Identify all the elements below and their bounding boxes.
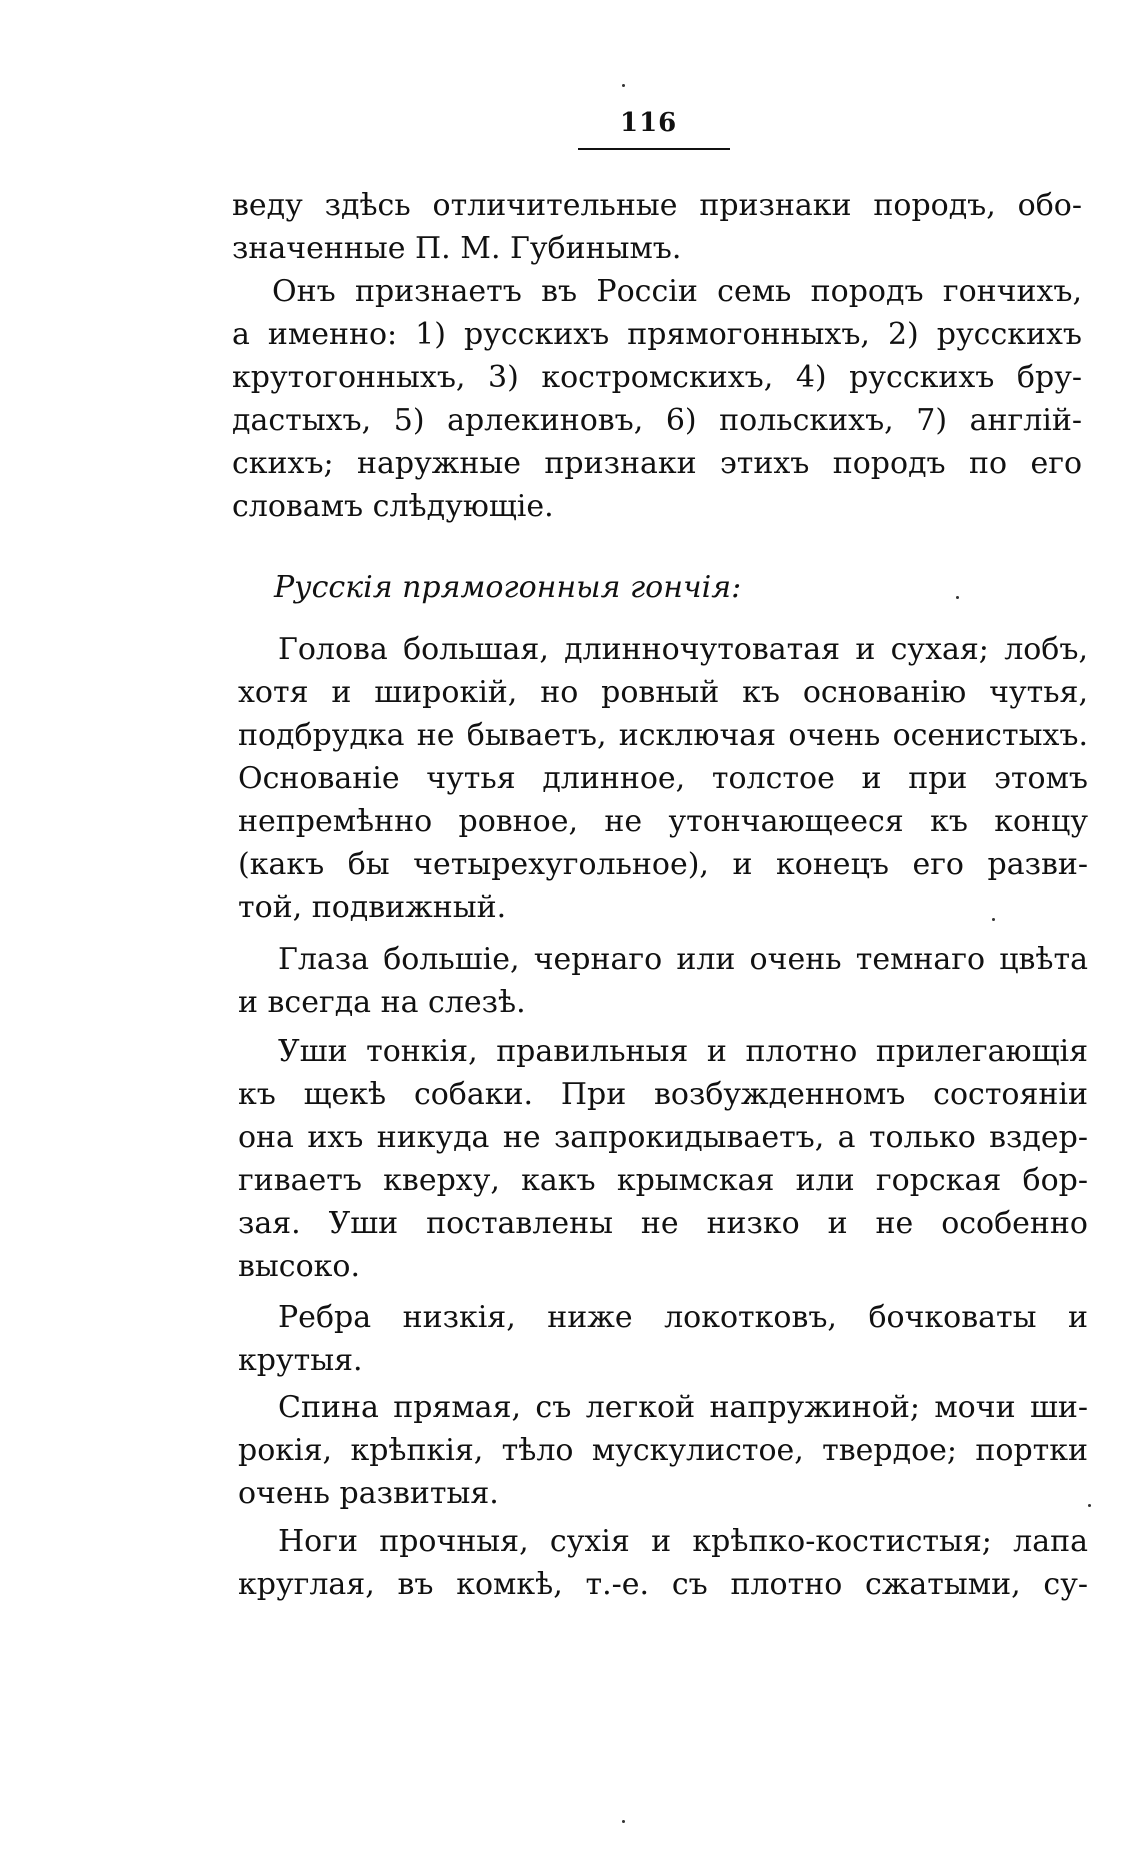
text-line: Основаніе чутья длинное, толстое и при этомъ xyxy=(238,761,1088,796)
text-line: той, подвижный. xyxy=(238,890,507,925)
page-number-rule xyxy=(578,148,730,150)
text-line: круглая, въ комкѣ, т.-е. съ плотно сжатыми, су- xyxy=(238,1567,1088,1602)
text-line: дастыхъ, 5) арлекиновъ, 6) польскихъ, 7) англій- xyxy=(232,403,1082,438)
text-line: Ребра низкія, ниже локотковъ, бочковаты и xyxy=(278,1300,1088,1335)
text-line: Онъ признаетъ въ Россіи семь породъ гончихъ, xyxy=(272,274,1082,309)
section-heading: Русскія прямогонныя гончія: xyxy=(274,570,742,605)
text-line: скихъ; наружные признаки этихъ породъ по его xyxy=(232,446,1082,481)
text-line: Ноги прочныя, сухія и крѣпко-костистыя; лапа xyxy=(278,1524,1088,1559)
scan-speck xyxy=(956,596,959,599)
scan-speck xyxy=(622,84,625,87)
text-line: къ щекѣ собаки. При возбужденномъ состояніи xyxy=(238,1077,1088,1112)
text-line: и всегда на слезѣ. xyxy=(238,985,526,1020)
text-line: Спина прямая, съ легкой напружиной; мочи ши- xyxy=(278,1390,1088,1425)
text-line: Глаза большіе, чернаго или очень темнаго цвѣта xyxy=(278,942,1088,977)
paragraph-intro xyxy=(232,184,1082,270)
paragraph-eyes xyxy=(238,938,1088,1024)
text-line: хотя и широкій, но ровный къ основанію чутья, xyxy=(238,675,1088,710)
scan-speck xyxy=(1088,1504,1091,1507)
text-line: словамъ слѣдующіе. xyxy=(232,489,554,524)
text-line: рокія, крѣпкія, тѣло мускулистое, твердое; портки xyxy=(238,1433,1088,1468)
text-line: она ихъ никуда не запрокидываетъ, а только вздер- xyxy=(238,1120,1088,1155)
text-line: значенные П. М. Губинымъ. xyxy=(232,231,682,266)
text-line: непремѣнно ровное, не утончающееся къ концу xyxy=(238,804,1088,839)
text-line: Голова большая, длинночутоватая и сухая; лобъ, xyxy=(278,632,1088,667)
text-line: очень развитыя. xyxy=(238,1476,499,1511)
text-line: (какъ бы четырехугольное), и конецъ его разви- xyxy=(238,847,1088,882)
paragraph-ears xyxy=(238,1030,1088,1288)
paragraph-back xyxy=(238,1386,1088,1515)
text-line: Уши тонкія, правильныя и плотно прилегающія xyxy=(278,1034,1088,1069)
page-number: 116 xyxy=(620,108,678,138)
text-line: а именно: 1) русскихъ прямогонныхъ, 2) русскихъ xyxy=(232,317,1082,352)
paragraph-legs xyxy=(238,1520,1088,1606)
text-line: подбрудка не бываетъ, исключая очень осенистыхъ. xyxy=(238,718,1088,753)
paragraph-ribs xyxy=(238,1296,1088,1382)
paragraph-head xyxy=(238,628,1088,929)
text-line: зая. Уши поставлены не низко и не особенно xyxy=(238,1206,1088,1241)
text-line: крутогонныхъ, 3) костромскихъ, 4) русскихъ бру- xyxy=(232,360,1082,395)
text-line: гиваетъ кверху, какъ крымская или горская бор- xyxy=(238,1163,1088,1198)
text-line: веду здѣсь отличительные признаки породъ, обо- xyxy=(232,188,1082,223)
text-line: высоко. xyxy=(238,1249,360,1284)
scan-speck xyxy=(992,918,995,921)
paragraph-breeds xyxy=(232,270,1082,528)
text-line: крутыя. xyxy=(238,1343,363,1378)
scan-speck xyxy=(622,1820,625,1823)
